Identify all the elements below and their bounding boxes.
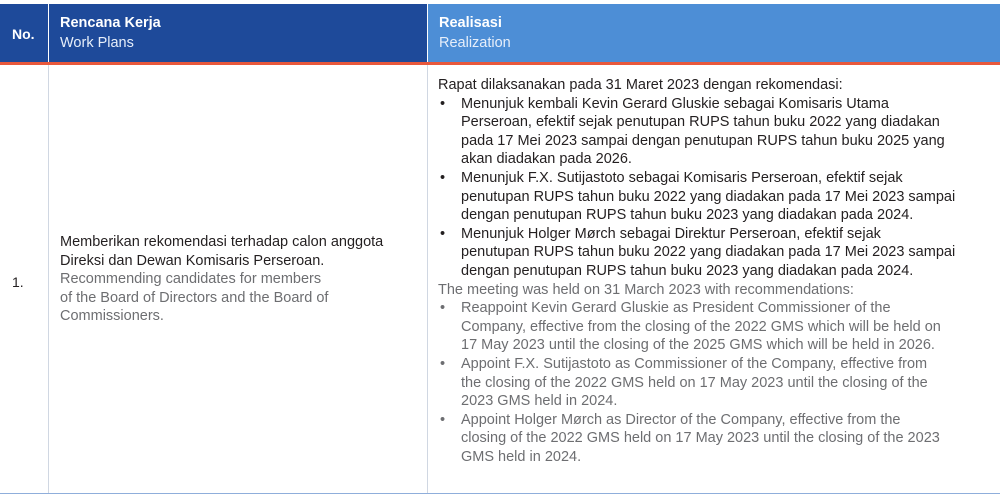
list-item-line: Menunjuk Holger Mørch sebagai Direktur Perseroan, efektif sejak bbox=[461, 225, 881, 242]
column-divider bbox=[48, 65, 49, 493]
header-realization-cell bbox=[428, 4, 1000, 62]
work-plan-id-line: Direksi dan Dewan Komisaris Perseroan. bbox=[60, 252, 325, 269]
list-item-line: Menunjuk F.X. Sutijastoto sebagai Komisaris Perseroan, efektif sejak bbox=[461, 169, 903, 186]
header-no-label: No. bbox=[12, 26, 35, 42]
list-item-line: 2023 GMS held in 2024. bbox=[461, 393, 618, 410]
list-item-line: closing of the 2022 GMS held on 17 May 2023 until the closing of the 2023 bbox=[461, 430, 940, 447]
list-item bbox=[438, 225, 998, 281]
list-item-line: Company, effective from the closing of the 2022 GMS which will be held on bbox=[461, 318, 941, 335]
list-item-line: Reappoint Kevin Gerard Gluskie as President Commissioner of the bbox=[461, 300, 891, 317]
header-work-plans-id: Rencana Kerja bbox=[60, 15, 161, 31]
header-realization-en: Realization bbox=[439, 35, 511, 51]
bullet-icon: • bbox=[440, 95, 446, 112]
work-plan-cell bbox=[60, 233, 422, 326]
work-plan-en-line: Commissioners. bbox=[60, 308, 164, 324]
list-item-line: dengan penutupan RUPS tahun buku 2023 yang diadakan pada 2024. bbox=[461, 207, 914, 224]
list-item bbox=[438, 169, 998, 225]
column-divider bbox=[427, 65, 428, 493]
work-plan-id-line: Memberikan rekomendasi terhadap calon anggota bbox=[60, 234, 384, 250]
realization-id-intro: Rapat dilaksanakan pada 31 Maret 2023 dengan rekomendasi: bbox=[438, 77, 843, 93]
bullet-icon: • bbox=[440, 355, 446, 372]
list-item bbox=[438, 355, 998, 411]
list-item bbox=[438, 299, 998, 355]
list-item-line: Menunjuk kembali Kevin Gerard Gluskie sebagai Komisaris Utama bbox=[461, 95, 889, 112]
list-item-line: 17 May 2023 until the closing of the 2025 GMS which will be held in 2026. bbox=[461, 337, 935, 354]
header-work-plans-cell bbox=[49, 4, 427, 62]
list-item bbox=[438, 411, 998, 467]
header-realization-id: Realisasi bbox=[439, 15, 502, 31]
realization-id-list bbox=[438, 95, 998, 281]
list-item bbox=[438, 95, 998, 169]
bullet-icon: • bbox=[440, 411, 446, 428]
realization-en-list bbox=[438, 299, 998, 466]
list-item-line: akan diadakan pada 2026. bbox=[461, 151, 632, 168]
list-item-line: penutupan RUPS tahun buku 2022 yang diadakan pada 17 Mei 2023 sampai bbox=[461, 188, 956, 205]
list-item-line: GMS held in 2024. bbox=[461, 448, 582, 465]
table-bottom-rule bbox=[0, 493, 1000, 494]
list-item-line: the closing of the 2022 GMS held on 17 May 2023 until the closing of the bbox=[461, 374, 928, 391]
list-item-line: pada 17 Mei 2023 sampai dengan penutupan RUPS tahun buku 2025 yang bbox=[461, 132, 945, 149]
header-accent-rule bbox=[0, 62, 1000, 65]
list-item-line: penutupan RUPS tahun buku 2022 yang diadakan pada 17 Mei 2023 sampai bbox=[461, 244, 956, 261]
header-no-cell bbox=[0, 4, 48, 62]
list-item-line: Appoint F.X. Sutijastoto as Commissioner of the Company, effective from bbox=[461, 355, 928, 372]
work-plan-en-line: Recommending candidates for members bbox=[60, 271, 322, 287]
list-item-line: Perseroan, efektif sejak penutupan RUPS tahun buku 2022 yang diadakan bbox=[461, 114, 940, 131]
header-work-plans-en: Work Plans bbox=[60, 35, 134, 51]
realization-en-intro: The meeting was held on 31 March 2023 with recommendations: bbox=[438, 281, 854, 298]
row-number: 1. bbox=[12, 274, 24, 290]
list-item-line: Appoint Holger Mørch as Director of the Company, effective from the bbox=[461, 411, 901, 428]
list-item-line: dengan penutupan RUPS tahun buku 2023 yang diadakan pada 2024. bbox=[461, 262, 914, 279]
work-plan-en-line: of the Board of Directors and the Board of bbox=[60, 289, 329, 306]
bullet-icon: • bbox=[440, 225, 446, 242]
bullet-icon: • bbox=[440, 169, 446, 186]
realization-cell bbox=[438, 76, 998, 466]
bullet-icon: • bbox=[440, 300, 446, 317]
